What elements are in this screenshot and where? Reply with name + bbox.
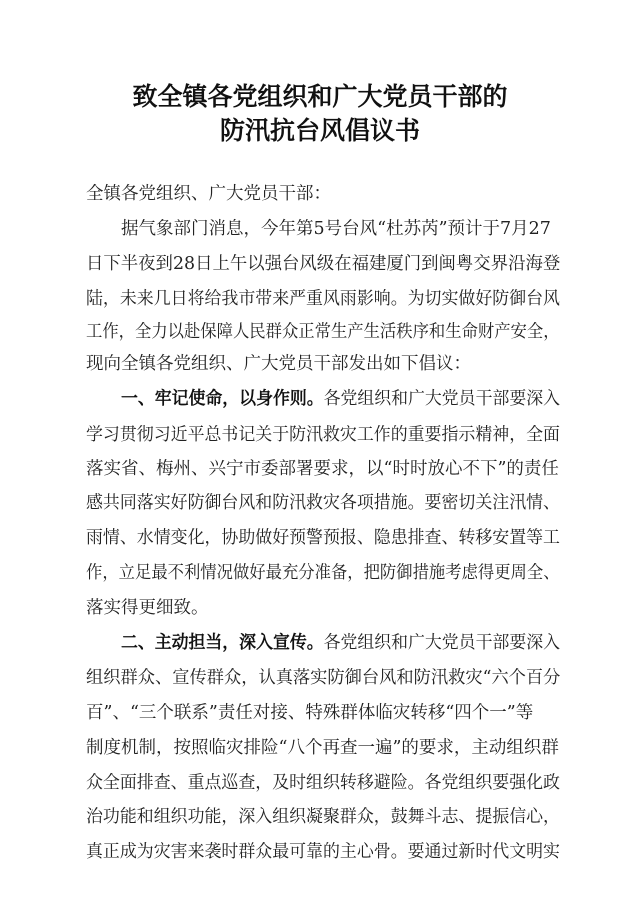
intro-line-2: 日下半夜到28日上午以强台风级在福建厦门到闽粤交界沿海登 <box>86 254 561 274</box>
section-1-first-line <box>121 388 560 410</box>
intro-line-1: 据气象部门消息，今年第5号台风“杜苏芮”预计于7月27 <box>121 219 551 239</box>
section-1-line-4: 感共同落实好防御台风和防汛救灾各项措施。要密切关注汛情、 <box>86 493 560 513</box>
intro-line-3: 陆，未来几日将给我市带来严重风雨影响。为切实做好防御台风 <box>86 289 560 309</box>
section-2-line-3: 百”、“三个联系”责任对接、特殊群体临灾转移“四个一”等 <box>86 703 534 723</box>
section-1-line-6: 作，立足最不利情况做好最充分准备，把防御措施考虑得更周全、 <box>86 563 560 583</box>
section-2-line-6: 治功能和组织功能，深入组织凝聚群众，鼓舞斗志、提振信心， <box>86 807 560 827</box>
section-1-line-7: 落实得更细致。 <box>86 598 209 618</box>
document-title-line-2: 防汛抗台风倡议书 <box>219 116 420 145</box>
section-1-line-5: 雨情、水情变化，协助做好预警预报、隐患排查、转移安置等工 <box>86 528 560 548</box>
intro-line-5: 现向全镇各党组织、广大党员干部发出如下倡议： <box>86 354 471 374</box>
intro-line-4: 工作，全力以赴保障人民群众正常生产生活秩序和生命财产安全， <box>86 322 560 342</box>
section-1-heading: 一、牢记使命，以身作则。 <box>121 389 324 409</box>
section-2-line-2: 组织群众、宣传群众，认真落实防御台风和防汛救灾“六个百分 <box>86 668 561 688</box>
section-1-line-2: 学习贯彻习近平总书记关于防汛救灾工作的重要指示精神，全面 <box>86 425 560 445</box>
section-2-line-7: 真正成为灾害来袭时群众最可靠的主心骨。要通过新时代文明实 <box>86 842 560 862</box>
section-1-line-3: 落实省、梅州、兴宁市委部署要求，以“时时放心不下”的责任 <box>86 459 559 479</box>
section-2-line-5: 众全面排查、重点巡查，及时组织转移避险。各党组织要强化政 <box>86 773 560 793</box>
section-1-text-1: 各党组织和广大党员干部要深入 <box>323 389 560 409</box>
section-2-heading: 二、主动担当，深入宣传。 <box>121 633 324 653</box>
section-2-line-4: 制度机制，按照临灾排险“八个再查一遍”的要求，主动组织群 <box>86 738 559 758</box>
document-title-line-1: 致全镇各党组织和广大党员干部的 <box>132 82 508 111</box>
salutation: 全镇各党组织、广大党员干部： <box>86 184 331 204</box>
section-2-first-line <box>121 632 560 654</box>
section-2-text-1: 各党组织和广大党员干部要深入 <box>323 633 560 653</box>
